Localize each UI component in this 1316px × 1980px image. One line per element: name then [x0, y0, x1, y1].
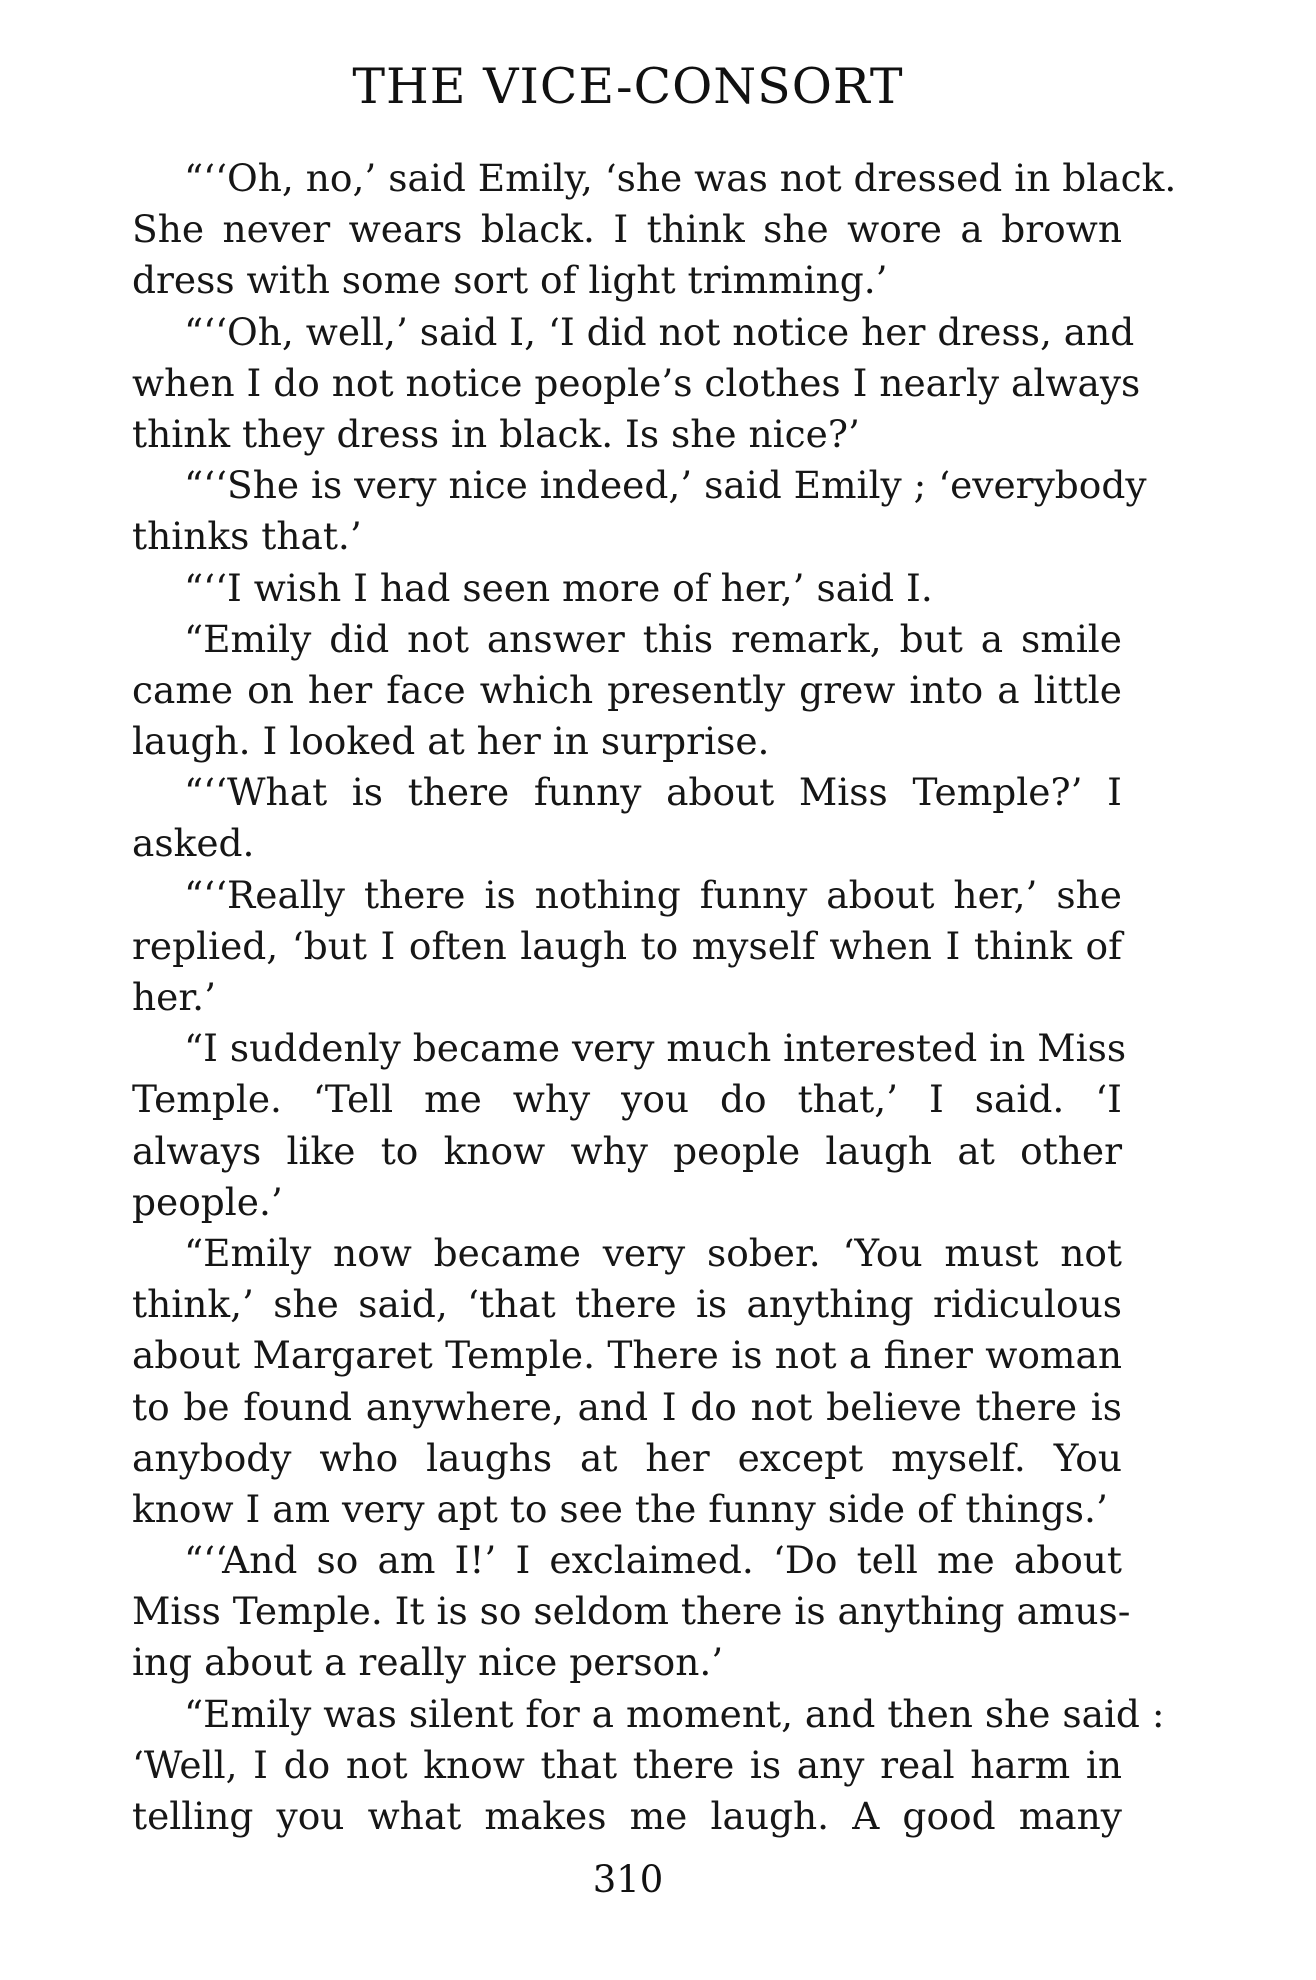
text-line: “‘‘Oh, no,’ said Emily, ‘she was not dressed in black.: [184, 156, 1177, 200]
body-text: [132, 153, 1177, 1842]
text-line: about Margaret Temple. There is not a finer woman: [132, 1333, 1122, 1378]
text-line: telling you what makes me laugh. A good many: [132, 1794, 1122, 1838]
text-line: “‘‘Oh, well,’ said I, ‘I did not notice her dress, and: [184, 309, 1135, 354]
page-number: 310: [592, 1858, 664, 1901]
text-line: dress with some sort of light trimming.’: [132, 258, 888, 303]
text-line: Temple. ‘Tell me why you do that,’ I said. ‘I: [132, 1077, 1122, 1122]
text-line: people.’: [132, 1179, 283, 1224]
text-line: “Emily did not answer this remark, but a smile: [184, 616, 1122, 661]
paragraph: [132, 870, 1122, 1024]
text-line: asked.: [132, 821, 255, 866]
text-line: think,’ she said, ‘that there is anything ridiculous: [132, 1282, 1122, 1327]
running-header: THE VICE-CONSORT: [352, 58, 904, 115]
text-line: to be found anywhere, and I do not believe there is: [132, 1384, 1122, 1429]
paragraph: [132, 460, 1147, 562]
text-line: “‘‘She is very nice indeed,’ said Emily ; ‘everybody: [184, 463, 1147, 508]
paragraph: [132, 1023, 1127, 1228]
text-line: “I suddenly became very much interested in Miss: [184, 1026, 1127, 1071]
text-line: when I do not notice people’s clothes I nearly always: [132, 360, 1141, 405]
text-line: “Emily now became very sober. ‘You must not: [184, 1230, 1122, 1275]
text-line: think they dress in black. Is she nice?’: [132, 411, 860, 456]
text-line: ‘Well, I do not know that there is any real harm in: [132, 1742, 1122, 1787]
text-line: Miss Temple. It is so seldom there is anything amus-: [132, 1589, 1131, 1634]
text-line: anybody who laughs at her except myself. You: [132, 1435, 1122, 1480]
paragraph: [132, 307, 1141, 461]
paragraph: [132, 153, 1177, 307]
paragraph: [132, 1689, 1165, 1843]
text-line: replied, ‘but I often laugh to myself when I think of: [132, 923, 1122, 968]
text-line: She never wears black. I think she wore a brown: [132, 207, 1122, 252]
paragraph: [132, 1535, 1131, 1689]
text-line: ing about a really nice person.’: [132, 1640, 724, 1685]
paragraph: [132, 563, 1122, 614]
text-line: thinks that.’: [132, 514, 362, 559]
text-line: “Emily was silent for a moment, and then she said :: [184, 1691, 1165, 1736]
text-line: know I am very apt to see the funny side of things.’: [132, 1486, 1108, 1531]
text-line: “‘‘I wish I had seen more of her,’ said I.: [184, 565, 933, 610]
text-line: “‘‘What is there funny about Miss Temple?’ I: [184, 770, 1122, 815]
text-line: always like to know why people laugh at other: [132, 1128, 1122, 1173]
text-line: “‘‘And so am I!’ I exclaimed. ‘Do tell me about: [184, 1538, 1122, 1583]
text-line: came on her face which presently grew into a little: [132, 667, 1122, 712]
text-line: “‘‘Really there is nothing funny about her,’ she: [184, 872, 1122, 917]
text-line: laugh. I looked at her in surprise.: [132, 719, 770, 764]
text-line: her.’: [132, 975, 216, 1019]
paragraph: [132, 767, 1122, 869]
paragraph: [132, 614, 1122, 768]
paragraph: [132, 1228, 1122, 1535]
